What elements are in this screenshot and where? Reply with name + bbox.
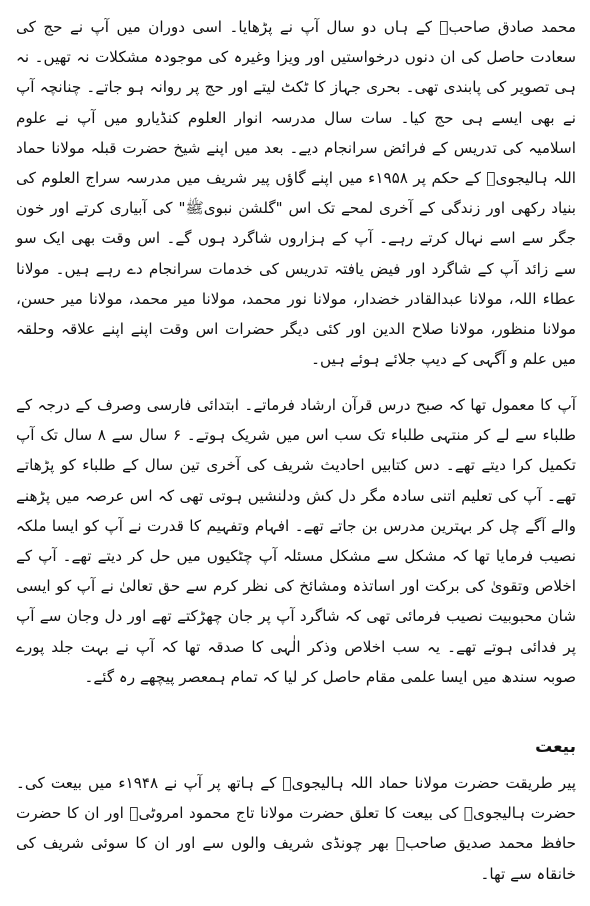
paragraph-bayat: پیر طریقت حضرت مولانا حماد اللہ ہالیجویؒ کے ہاتھ پر آپ نے ۱۹۴۸ء میں بیعت کی۔ حضرت ہالیجویؒ کی بیعت کا تعلق حضرت مولانا تاج محمود امروٹیؒ اور ان کا حضرت حافظ محمد صدیق صاحبؒ بھر چونڈی شریف والوں سے اور ان کا سوئی شریف کی خانقاہ سے تھا۔ <box>16 774 576 883</box>
paragraph-teaching-career: محمد صادق صاحبؒ کے ہاں دو سال آپ نے پڑھایا۔ اسی دوران میں آپ نے حج کی سعادت حاصل کی ان دنوں درخواستیں اور ویزا وغیرہ کی موجودہ مشکلات نہ تھیں۔ نہ ہی تصویر کی پابندی تھی۔ بحری جہاز کا ٹکٹ لیتے اور حج پر روانہ ہو جاتے۔ چنانچہ آپ نے بھی ایسے ہی حج کیا۔ سات سال مدرسہ انوار العلوم کنڈیارو میں آپ نے علوم اسلامیہ کی تدریس کے فرائض سرانجام دیے۔ بعد میں اپنے شیخ حضرت قبلہ مولانا حماد اللہ ہالیجویؒ کے حکم پر ۱۹۵۸ء میں اپنے گاؤں پیر شریف میں مدرسہ سراج العلوم کی بنیاد رکھی اور زندگی کے آخری لمحے تک اس "گلشن نبویﷺ" کی آبیاری کرتے اور خون جگر سے اسے نہال کرتے رہے۔ آپ کے ہزاروں شاگرد ہوں گے۔ اس وقت بھی ایک سو سے زائد آپ کے شاگرد اور فیض یافتہ تدریس کی خدمات سرانجام دے رہے ہیں۔ مولانا عطاء اللہ، مولانا عبدالقادر خضدار، مولانا نور محمد، مولانا میر محمد، مولانا میر حسن، مولانا منظور، مولانا صلاح الدین اور کئی دیگر حضرات اس وقت اپنے اپنے علاقہ وحلقہ میں علم و آگہی کے دیپ جلائے ہوئے ہیں۔ <box>16 18 577 369</box>
paragraph-daily-routine: آپ کا معمول تھا کہ صبح درس قرآن ارشاد فرماتے۔ ابتدائی فارسی وصرف کے درجہ کے طلباء سے لے کر منتہی طلباء تک سب اس میں شریک ہوتے۔ ۶ سال سے ۸ سال تک آپ تکمیل کرا دیتے تھے۔ دس کتابیں احادیث شریف کی آخری تین سال کے طلباء کو پڑھاتے تھے۔ آپ کی تعلیم اتنی سادہ مگر دل کش ودلنشیں ہوتی تھی کہ اس عرصہ میں پڑھنے والے آگے چل کر بہترین مدرس بن جاتے تھے۔ افہام وتفہیم کا قدرت نے آپ کو ایسا ملکہ نصیب فرمایا تھا کہ مشکل سے مشکل مسئلہ آپ چٹکیوں میں حل کر دیتے تھے۔ آپ کے اخلاص وتقویٰ کی برکت اور اساتذہ ومشائخ کی نظر کرم سے حق تعالیٰ نے آپ کو ایسی شان محبوبیت نصیب فرمائی تھی کہ شاگرد آپ پر جان چھڑکتے تھے اور دل وجان سے آپ پر فدائی ہوتے تھے۔ یہ سب اخلاص وذکر الٰہی کا صدقہ تھا کہ آپ نے بہت جلد پورے صوبہ سندھ میں ایسا علمی مقام حاصل کر لیا کہ تمام ہمعصر پیچھے رہ گئے۔ <box>16 396 576 686</box>
section-heading-bayat: بیعت <box>535 737 576 757</box>
